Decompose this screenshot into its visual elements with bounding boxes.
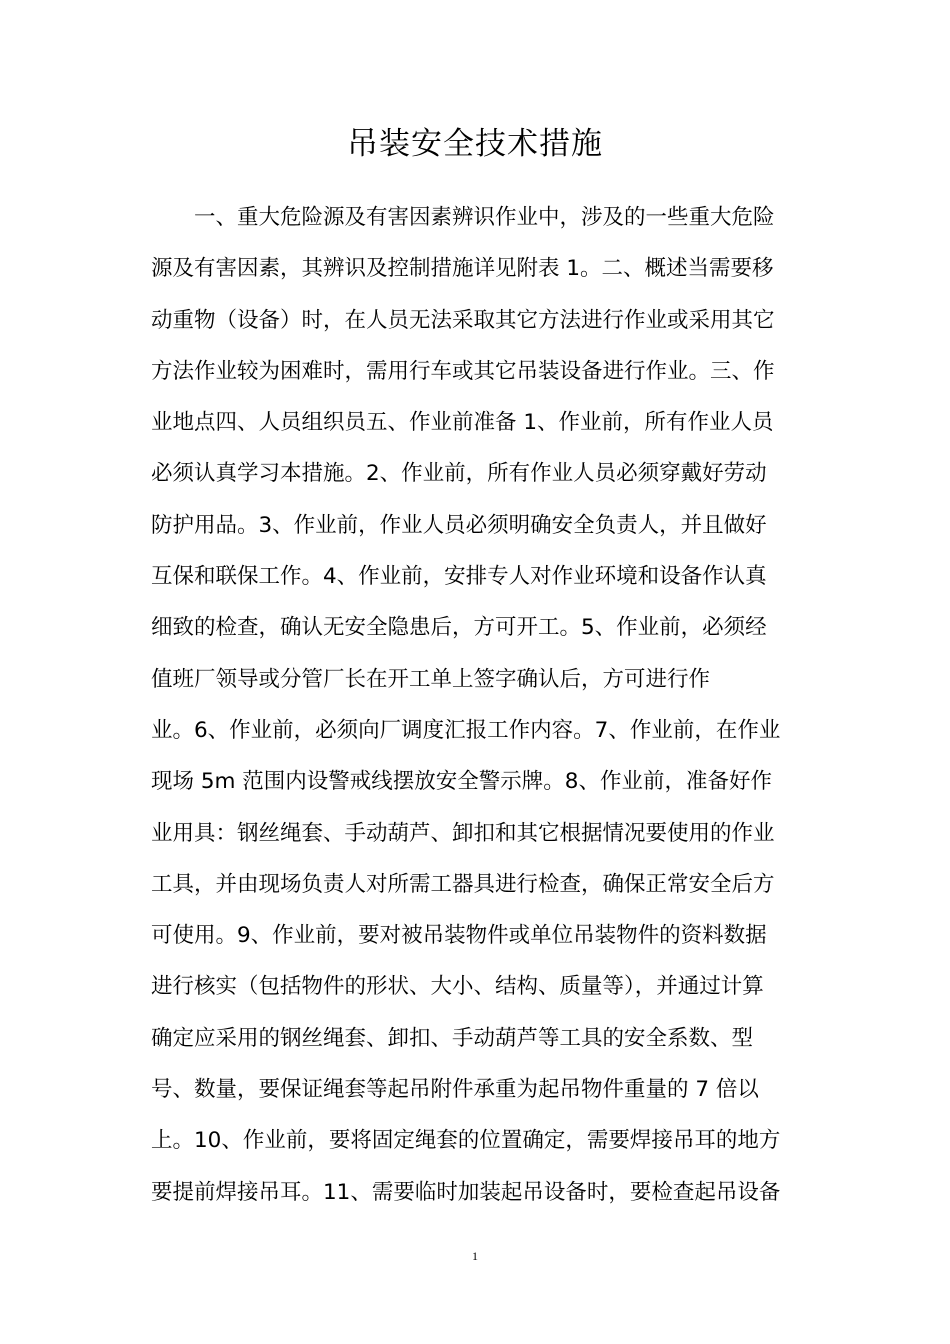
body-line: 号、数量，要保证绳套等起吊附件承重为起吊物件重量的 7 倍以 xyxy=(151,1077,759,1103)
body-line: 进行核实（包括物件的形状、大小、结构、质量等），并通过计算 xyxy=(151,974,764,1000)
body-line: 业。6、作业前，必须向厂调度汇报工作内容。7、作业前，在作业 xyxy=(151,717,781,743)
body-line: 互保和联保工作。4、作业前，安排专人对作业环境和设备作认真 xyxy=(151,564,767,590)
body-line: 细致的检查，确认无安全隐患后，方可开工。5、作业前，必须经 xyxy=(151,615,767,641)
body-line: 必须认真学习本措施。2、作业前，所有作业人员必须穿戴好劳动 xyxy=(151,461,767,487)
document-title: 吊装安全技术措施 xyxy=(347,126,603,162)
body-line: 方法作业较为困难时，需用行车或其它吊装设备进行作业。三、作 xyxy=(151,358,775,384)
body-line: 现场 5m 范围内设警戒线摆放安全警示牌。8、作业前，准备好作 xyxy=(151,769,772,795)
body-line: 业地点四、人员组织员五、作业前准备 1、作业前，所有作业人员 xyxy=(151,410,774,436)
body-line: 要提前焊接吊耳。11、需要临时加装起吊设备时，要检查起吊设备 xyxy=(151,1179,781,1205)
body-line: 确定应采用的钢丝绳套、卸扣、手动葫芦等工具的安全系数、型 xyxy=(151,1025,754,1051)
body-line: 一、重大危险源及有害因素辨识作业中，涉及的一些重大危险 xyxy=(151,205,775,230)
body-line: 防护用品。3、作业前，作业人员必须明确安全负责人，并且做好 xyxy=(151,512,767,538)
body-line: 工具，并由现场负责人对所需工器具进行检查，确保正常安全后方 xyxy=(151,871,775,897)
body-line: 值班厂领导或分管厂长在开工单上签字确认后，方可进行作 xyxy=(151,666,711,692)
body-line: 动重物（设备）时，在人员无法采取其它方法进行作业或采用其它 xyxy=(151,307,775,333)
page-number: 1 xyxy=(472,1249,478,1263)
body-line: 上。10、作业前，要将固定绳套的位置确定，需要焊接吊耳的地方 xyxy=(151,1128,781,1154)
body-line: 业用具：钢丝绳套、手动葫芦、卸扣和其它根据情况要使用的作业 xyxy=(151,820,775,846)
document-body xyxy=(151,192,811,1218)
body-line: 源及有害因素，其辨识及控制措施详见附表 1。二、概述当需要移 xyxy=(151,256,774,282)
body-line: 可使用。9、作业前，要对被吊装物件或单位吊装物件的资料数据 xyxy=(151,923,767,949)
